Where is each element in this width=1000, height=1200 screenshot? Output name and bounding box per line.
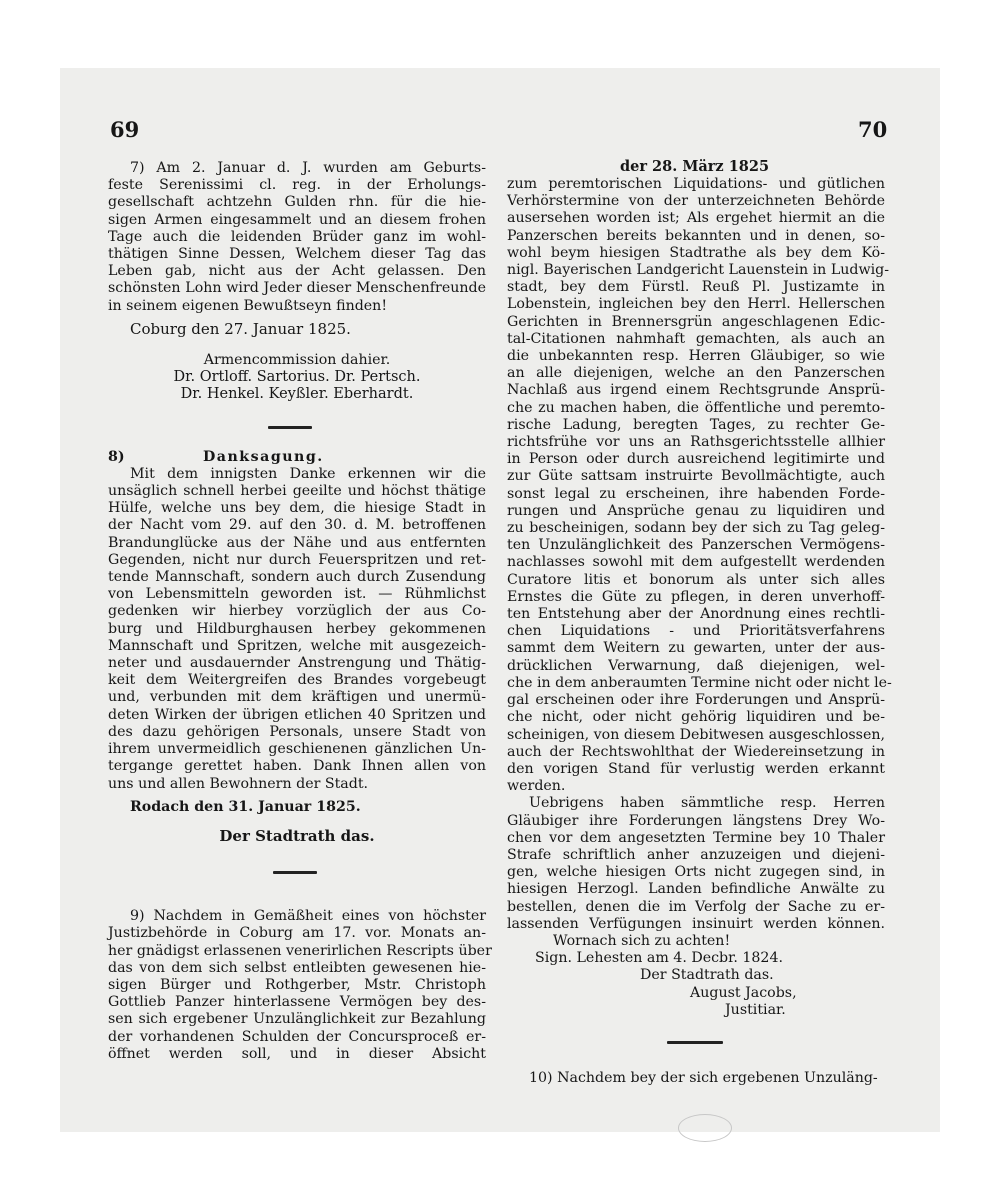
text-line: Gerichten in Brennersgrün angeschlagenen Edic- <box>507 313 885 330</box>
text-line: zur Güte sattsam instruirte Bevollmächtigte, auch <box>507 468 885 485</box>
text-line: deten Wirken der übrigen etlichen 40 Spritzen und <box>108 706 486 723</box>
text-line: Nachlaß aus irgend einem Rechtsgrunde Ansprü- <box>507 382 885 399</box>
text-line: che nicht, oder nicht gehörig liquidiren und be- <box>507 709 885 726</box>
text-line: 7) Am 2. Januar d. J. wurden am Geburts- <box>130 160 486 176</box>
text-line: burg und Hildburghausen herbey gekommenen <box>108 620 486 637</box>
text-line: Mit dem innigsten Danke erkennen wir die <box>130 465 486 482</box>
text-line: gal erscheinen oder ihre Forderungen und Ansprü- <box>507 692 885 709</box>
notice-number: 8) <box>108 448 125 465</box>
text-line: Verhörstermine von der unterzeichneten Behörde <box>507 193 885 210</box>
text-line: tal-Citationen nahmhaft gemachten, als auch an <box>507 330 885 347</box>
text-line: Leben gab, nicht aus der Acht gelassen. Den <box>108 263 486 280</box>
text-line: Wornach sich zu achten! <box>553 932 731 949</box>
text-line: her gnädigst erlassenen venerirlichen Rescripts über <box>108 942 492 959</box>
text-line: Mannschaft und Spritzen, welche mit ausgezeich- <box>108 637 486 654</box>
text-line: richtsfrühe vor uns an Rathsgerichtsstelle allhier <box>507 434 885 451</box>
section-separator <box>273 871 317 874</box>
text-line: keit dem Weitergreifen des Brandes vorgebeugt <box>108 672 486 689</box>
section-separator <box>268 426 312 429</box>
text-line: ihrem unvermeidlich geschienenen gänzlichen Un- <box>108 741 486 758</box>
notice-8 <box>108 449 486 845</box>
section-separator <box>667 1041 723 1044</box>
running-header-date: der 28. März 1825 <box>620 158 770 175</box>
text-line: chen Liquidations - und Prioritätsverfahrens <box>507 623 885 640</box>
text-line: auch der Rechtswohlthat der Wiedereinsetzung in <box>507 743 885 760</box>
text-line: Gottlieb Panzer hinterlassene Vermögen bey des- <box>108 994 486 1011</box>
text-line: rische Ladung, beregten Tages, zu rechter Ge- <box>507 416 885 433</box>
text-line: nigl. Bayerischen Landgericht Lauenstein in Ludwig- <box>507 262 890 279</box>
text-line: nachlasses sowohl mit dem aufgestellt werdenden <box>507 554 885 571</box>
notice-9 <box>108 908 492 1063</box>
text-line: sigen Armen eingesammelt und an diesem frohen <box>108 211 486 228</box>
text-line: ten Entstehung aber der Anordnung eines rechtli- <box>507 606 885 623</box>
text-line: der Nacht vom 29. auf den 30. d. M. betroffenen <box>108 517 486 534</box>
text-line: öffnet werden soll, und in dieser Absicht <box>108 1045 486 1062</box>
text-line: rungen und Ansprüche genau zu liquidiren und <box>507 502 885 519</box>
place-date: Rodach den 31. Januar 1825. <box>130 798 361 815</box>
text-line: schönsten Lohn wird Jeder dieser Menschenfreunde <box>108 280 486 297</box>
text-line: Brandunglücke aus der Nähe und aus entfernten <box>108 534 486 551</box>
left-column <box>108 160 492 1063</box>
text-line: Gläubiger ihre Forderungen längstens Drey Wo- <box>507 812 885 829</box>
text-line: Justizbehörde in Coburg am 17. vor. Monats an- <box>108 925 486 942</box>
notice-10 <box>507 1070 885 1087</box>
text-line: feste Serenissimi cl. reg. in der Erholungs- <box>108 177 486 194</box>
text-line: gesellschaft achtzehn Gulden rhn. für die hie- <box>108 194 486 211</box>
text-line: Strafe schriftlich anher anzuzeigen und diejeni- <box>507 846 885 863</box>
text-line: Ernstes die Güte zu pflegen, in deren unverhoff- <box>507 588 885 605</box>
text-line: 10) Nachdem bey der sich ergebenen Unzuläng- <box>529 1069 878 1086</box>
text-line: ausersehen worden ist; Als ergehet hiermit an die <box>507 210 885 227</box>
text-line: sen sich ergebener Unzulänglichkeit zur Bezahlung <box>108 1011 486 1028</box>
text-line: che zu machen haben, die öffentliche und peremto- <box>507 399 885 416</box>
text-line: werden. <box>507 778 566 795</box>
text-line: in seinem eigenen Bewußtseyn finden! <box>108 297 388 314</box>
signature-title: Der Stadtrath das. <box>640 967 774 984</box>
text-line: an alle diejenigen, welche an den Panzerschen <box>507 365 885 382</box>
text-line: sammt dem Weitern zu gewarten, unter der aus- <box>507 640 885 657</box>
place-date: Coburg den 27. Januar 1825. <box>130 319 351 338</box>
page-number-right: 70 <box>858 117 888 142</box>
text-line: Gegenden, nicht nur durch Feuerspritzen und ret- <box>108 551 486 568</box>
text-line: sigen Bürger und Rothgerber, Mstr. Christoph <box>108 976 486 993</box>
text-line: gen, welche hiesigen Orts nicht zugegen sind, in <box>507 864 885 881</box>
text-line: tergange gerettet haben. Dank Ihnen allen von <box>108 758 486 775</box>
text-line: in Person oder durch ausreichend legitimirte und <box>507 451 885 468</box>
signature-names: Dr. Henkel. Keyßler. Eberhardt. <box>180 386 414 403</box>
signature-names: Dr. Ortloff. Sartorius. Dr. Pertsch. <box>173 369 421 386</box>
text-line: uns und allen Bewohnern der Stadt. <box>108 775 369 792</box>
text-line: Lobenstein, ingleichen bey den Herrl. Hellerschen <box>507 296 885 313</box>
text-line: sonst legal zu erscheinen, ihre habenden Forde- <box>507 485 885 502</box>
text-line: neter und ausdauernder Anstrengung und Thätig- <box>108 655 486 672</box>
text-line: Tage auch die leidenden Brüder ganz im wohl- <box>108 228 486 245</box>
text-line: stadt, bey dem Fürstl. Reuß Pl. Justizamte in <box>507 279 885 296</box>
notice-7 <box>108 160 486 404</box>
text-line: Uebrigens haben sämmtliche resp. Herren <box>529 795 885 812</box>
text-line: bestellen, denen die im Verfolg der Sache zu er- <box>507 898 885 915</box>
notice-9-continued <box>507 176 892 1019</box>
text-line: hiesigen Herzogl. Landen befindliche Anwälte zu <box>507 881 885 898</box>
text-line: 9) Nachdem in Gemäßheit eines von höchster <box>130 908 486 925</box>
text-line: die unbekannten resp. Herren Gläubiger, so wie <box>507 348 885 365</box>
text-line: ten Unzulänglichkeit des Panzerschen Vermögens- <box>507 537 885 554</box>
text-line: chen vor dem angesetzten Termine bey 10 Thaler <box>507 829 885 846</box>
text-line: das von dem sich selbst entleibten gewesenen hie- <box>108 959 486 976</box>
signature-title: Der Stadtrath das. <box>219 826 375 845</box>
text-line: Panzerschen bereits bekannten und in denen, so- <box>507 227 885 244</box>
text-line: Curatore litis et bonorum als unter sich alles <box>507 571 885 588</box>
right-column <box>507 176 892 1087</box>
signature-role: Justitiar. <box>725 1001 786 1018</box>
signature-name: August Jacobs, <box>690 984 797 1001</box>
text-line: zum peremtorischen Liquidations- und gütlichen <box>507 176 885 192</box>
page-number-left: 69 <box>110 117 140 142</box>
text-line: drücklichen Verwarnung, daß diejenigen, wel- <box>507 657 885 674</box>
text-line: unsäglich schnell herbei geeilte und höchst thätige <box>108 483 486 500</box>
text-line: che in dem anberaumten Termine nicht oder nicht le- <box>507 674 892 691</box>
text-line: lassenden Verfügungen insinuirt werden können. <box>507 915 885 932</box>
text-line: wohl beym hiesigen Stadtrathe als bey dem Kö- <box>507 244 885 261</box>
signature-title: Armencommission dahier. <box>203 352 391 369</box>
text-line: scheinigen, von diesem Debitwesen ausgeschlossen, <box>507 726 885 743</box>
text-line: zu bescheinigen, sodann bey der sich zu Tag geleg- <box>507 520 885 537</box>
text-line: des dazu gehörigen Personals, unsere Stadt von <box>108 723 486 740</box>
text-line: thätigen Sinne Dessen, Welchem dieser Tag das <box>108 246 486 263</box>
library-stamp <box>678 1114 732 1142</box>
notice-title: Danksagung. <box>203 448 324 465</box>
text-line: tende Mannschaft, sondern auch durch Zusendung <box>108 569 486 586</box>
text-line: und, verbunden mit dem kräftigen und unermü- <box>108 689 486 706</box>
place-date: Sign. Lehesten am 4. Decbr. 1824. <box>535 950 783 967</box>
text-line: Hülfe, welche uns bey dem, die hiesige Stadt in <box>108 500 486 517</box>
text-line: gedenken wir hierbey vorzüglich der aus Co- <box>108 603 486 620</box>
text-line: der vorhandenen Schulden der Concursproceß er- <box>108 1028 486 1045</box>
text-line: von Lebensmitteln geworden ist. — Rühmlichst <box>108 586 486 603</box>
text-line: den vorigen Stand für verlustig werden erkannt <box>507 760 885 777</box>
